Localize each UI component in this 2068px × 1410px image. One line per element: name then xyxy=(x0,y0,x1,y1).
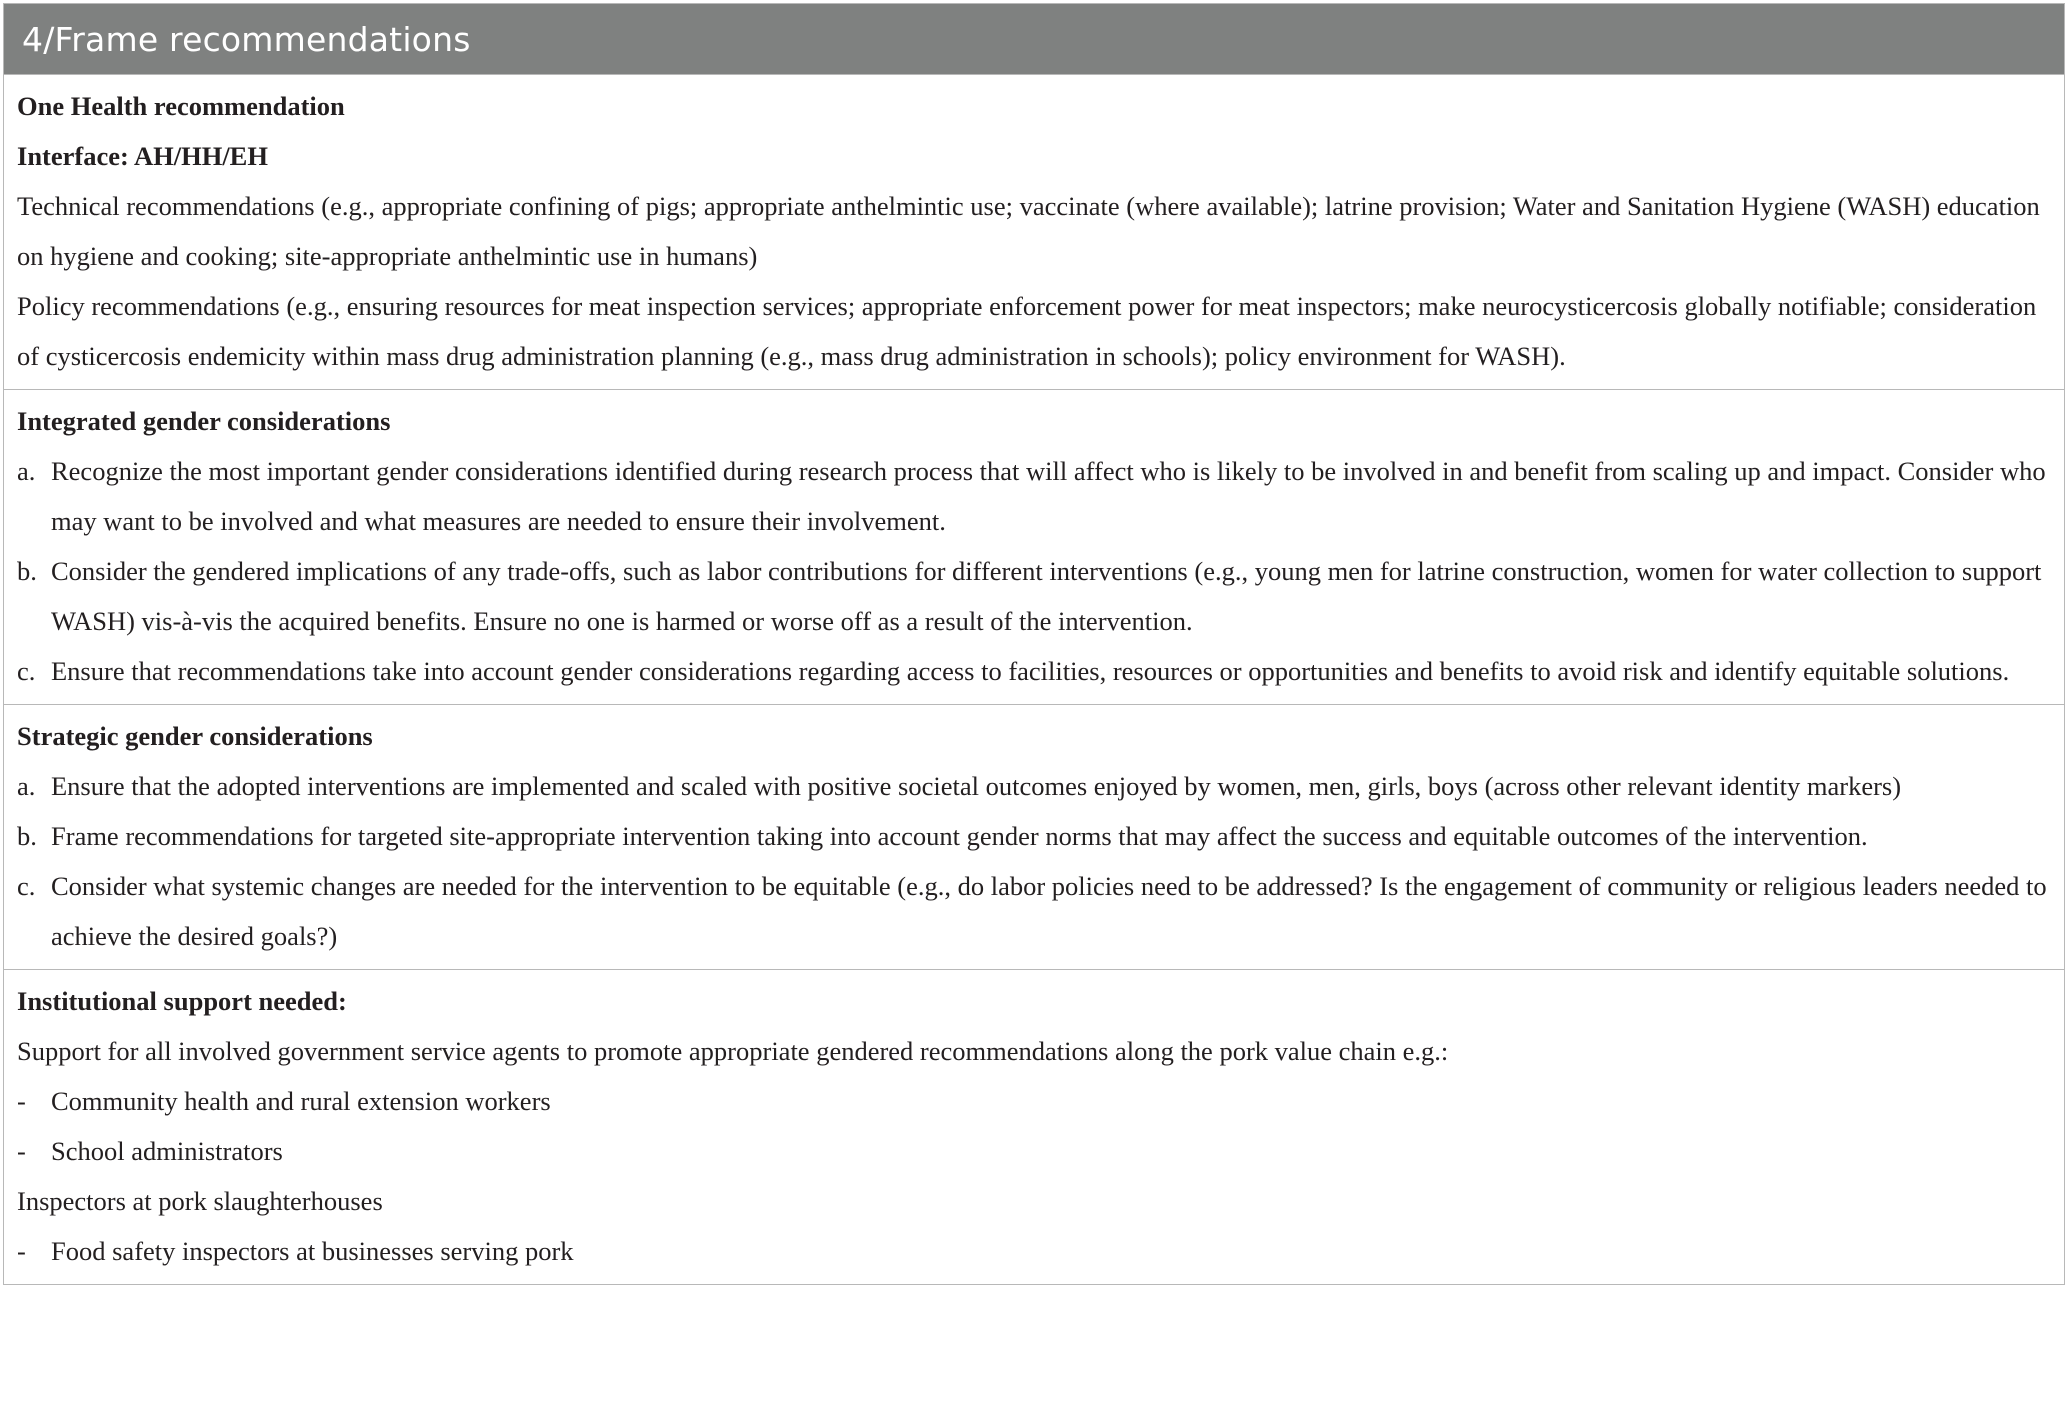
list-item-text: Food safety inspectors at businesses serving pork xyxy=(51,1236,574,1266)
list-marker: a. xyxy=(17,771,36,801)
list-item-text: Ensure that the adopted interventions are implemented and scaled with positive societal outcomes enjoyed by women, men, girls, boys (across other relevant identity markers) xyxy=(51,771,1902,801)
integrated-gender-section xyxy=(4,389,2064,704)
recommendations-table xyxy=(3,3,2065,1285)
table-title: 4/Frame recommendations xyxy=(4,4,2064,74)
list-marker: b. xyxy=(17,556,37,586)
list-marker: - xyxy=(17,1236,26,1266)
inspectors-line: Inspectors at pork slaughterhouses xyxy=(17,1186,383,1216)
interface-label: Interface: AH/HH/EH xyxy=(17,141,268,171)
technical-recommendations: Technical recommendations (e.g., appropriate confining of pigs; appropriate anthelmintic use; vaccinate (where available); latrine provision; Water and Sanitation Hygiene (WASH) education on hygiene and cooking; site-appropriate anthelmintic use in humans) xyxy=(17,191,2040,271)
list-item xyxy=(17,811,2051,861)
list-item xyxy=(17,646,2051,696)
strategic-gender-heading: Strategic gender considerations xyxy=(17,721,373,751)
one-health-heading: One Health recommendation xyxy=(17,91,345,121)
list-item-text: Consider the gendered implications of any trade-offs, such as labor contributions for different interventions (e.g., young men for latrine construction, women for water collection to support WASH) vis-à-vis the acquired benefits. Ensure no one is harmed or worse off as a result of the intervention. xyxy=(51,556,2042,636)
list-item xyxy=(17,1226,2051,1276)
strategic-gender-section xyxy=(4,704,2064,969)
integrated-gender-heading: Integrated gender considerations xyxy=(17,406,391,436)
list-item xyxy=(17,546,2051,646)
list-item-text: School administrators xyxy=(51,1136,283,1166)
list-item xyxy=(17,1076,2051,1126)
list-marker: c. xyxy=(17,656,36,686)
list-marker: b. xyxy=(17,821,37,851)
list-marker: c. xyxy=(17,871,36,901)
list-item-text: Ensure that recommendations take into account gender considerations regarding access to facilities, resources or opportunities and benefits to avoid risk and identify equitable solutions. xyxy=(51,656,2010,686)
list-item xyxy=(17,1126,2051,1176)
list-item-text: Community health and rural extension workers xyxy=(51,1086,551,1116)
list-marker: a. xyxy=(17,456,36,486)
list-item xyxy=(17,861,2051,961)
institutional-support-heading: Institutional support needed: xyxy=(17,986,347,1016)
institutional-support-section xyxy=(4,969,2064,1284)
list-marker: - xyxy=(17,1086,26,1116)
policy-recommendations: Policy recommendations (e.g., ensuring resources for meat inspection services; appropriate enforcement power for meat inspectors; make neurocysticercosis globally notifiable; consideration of cysticercosis endemicity within mass drug administration planning (e.g., mass drug administration in schools); policy environment for WASH). xyxy=(17,291,2037,371)
list-item xyxy=(17,761,2051,811)
list-marker: - xyxy=(17,1136,26,1166)
one-health-section xyxy=(4,74,2064,389)
list-item-text: Frame recommendations for targeted site-appropriate intervention taking into account gender norms that may affect the success and equitable outcomes of the intervention. xyxy=(51,821,1868,851)
list-item-text: Recognize the most important gender considerations identified during research process that will affect who is likely to be involved in and benefit from scaling up and impact. Consider who may want to be involved and what measures are needed to ensure their involvement. xyxy=(51,456,2046,536)
list-item xyxy=(17,446,2051,546)
list-item-text: Consider what systemic changes are needed for the intervention to be equitable (e.g., do labor policies need to be addressed? Is the engagement of community or religious leaders needed to achieve the desired goals?) xyxy=(51,871,2047,951)
institutional-support-intro: Support for all involved government service agents to promote appropriate gendered recommendations along the pork value chain e.g.: xyxy=(17,1036,1449,1066)
